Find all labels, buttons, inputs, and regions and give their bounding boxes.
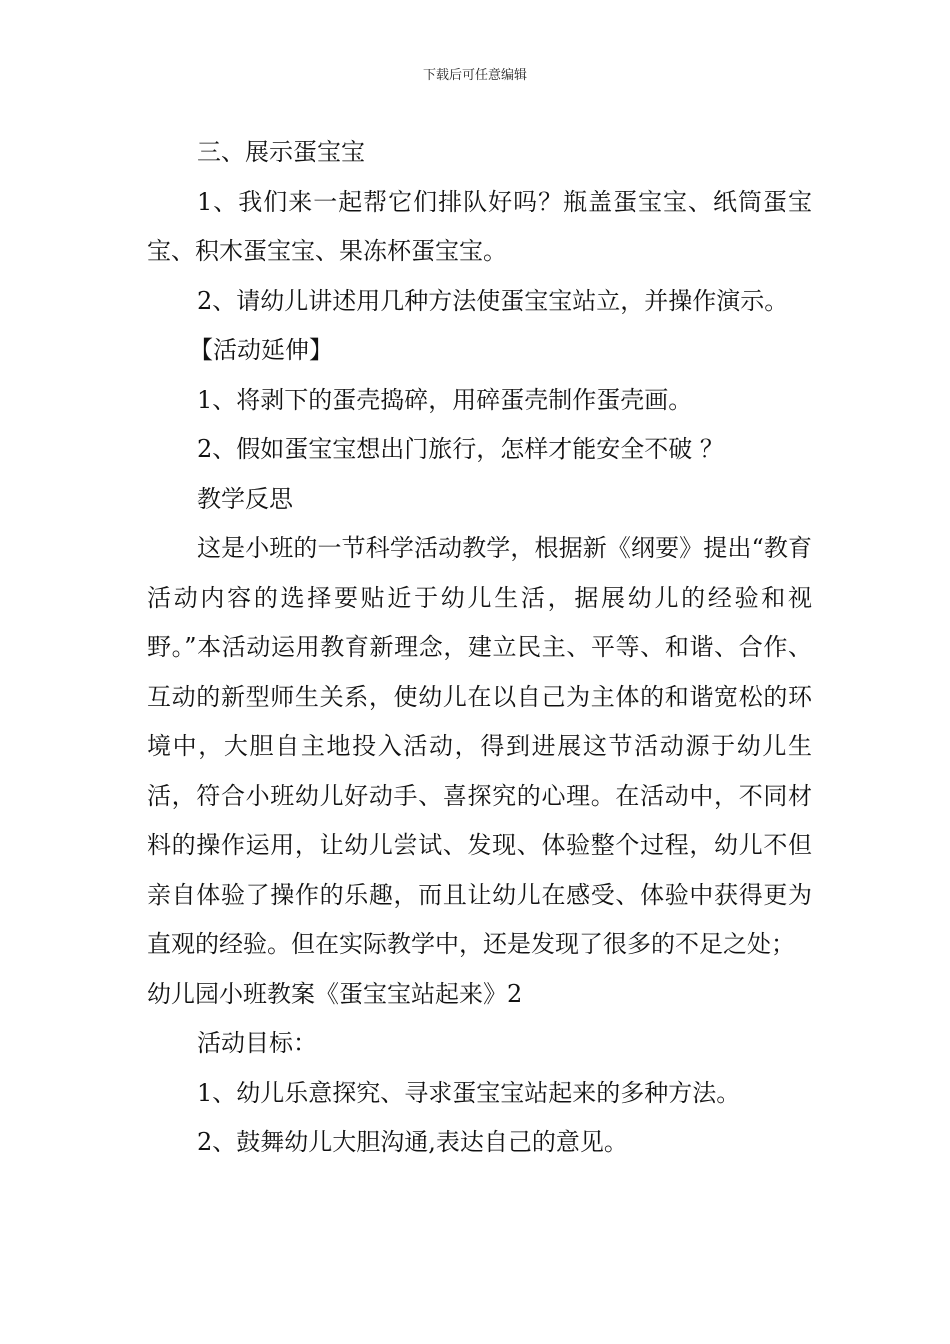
paragraph-egg-travel: 2、假如蛋宝宝想出门旅行，怎样才能安全不破 ？: [197, 435, 724, 463]
paragraph-line-up-eggs: 1、我们来一起帮它们排队好吗？瓶盖蛋宝宝、纸筒蛋宝宝、积木蛋宝宝、果冻杯蛋宝宝。: [147, 187, 812, 265]
paragraph-eggshell-painting: 1、将剥下的蛋壳捣碎，用碎蛋壳制作蛋壳画。: [197, 385, 693, 414]
section-heading-activity-goals: 活动目标：: [197, 1029, 317, 1057]
page-header: 下载后可任意编辑: [422, 68, 527, 83]
document-body: [147, 128, 812, 1168]
paragraph-goal-2: 2、鼓舞幼儿大胆沟通,表达自己的意见。: [197, 1128, 628, 1156]
paragraph-reflection-body: 这是小班的一节科学活动教学，根据新《纲要》提出“教育活动内容的选择要贴近于幼儿生活，据展幼儿的经验和视野。”本活动运用教育新理念，建立民主、平等、和谐、合作、互动的新型师生关系，使幼儿在以自己为主体的和谐宽松的环境中，大胆自主地投入活动，得到进展这节活动源于幼儿生活，符合小班幼儿好动手、喜探究的心理。在活动中，不同材料的操作运用，让幼儿尝试、发现、体验整个过程，幼儿不但亲自体验了操作的乐趣，而且让幼儿在感受、体验中获得更为直观的经验。但在实际教学中，还是发现了很多的不足之处；: [147, 534, 812, 958]
section-heading-activity-extension: 【活动延伸】: [189, 336, 333, 364]
lesson-title-2: 幼儿园小班教案《蛋宝宝站起来》2: [147, 979, 523, 1008]
paragraph-describe-methods: 2、请幼儿讲述用几种方法使蛋宝宝站立，并操作演示。: [197, 286, 789, 315]
section-heading-teaching-reflection: 教学反思: [197, 484, 293, 513]
section-heading-show-eggs: 三、展示蛋宝宝: [197, 138, 365, 166]
paragraph-goal-1: 1、幼儿乐意探究、寻求蛋宝宝站起来的多种方法。: [197, 1078, 741, 1107]
